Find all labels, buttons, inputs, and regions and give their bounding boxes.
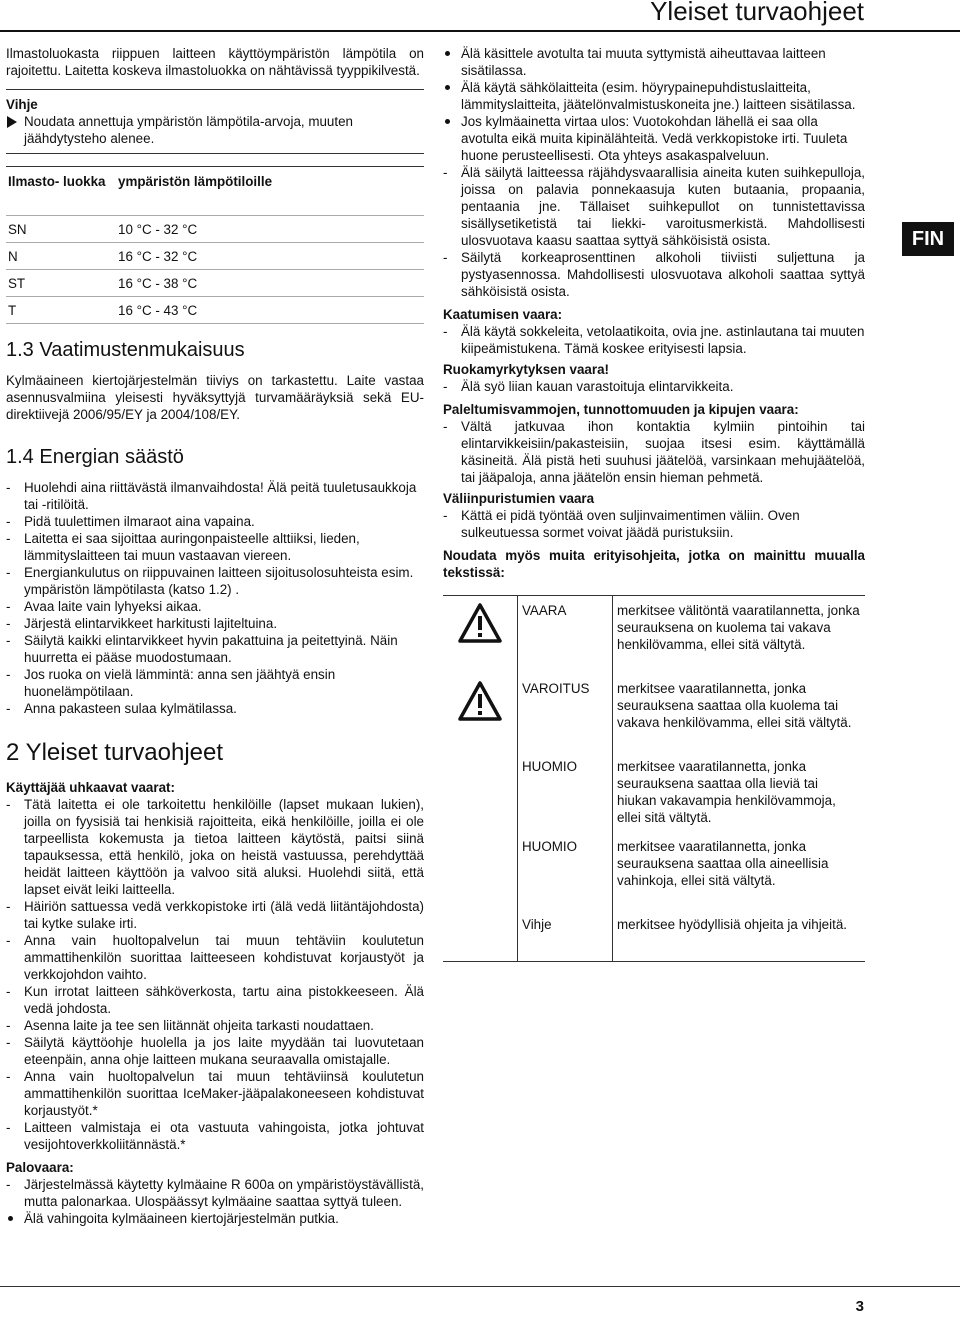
language-badge: FIN xyxy=(902,222,954,256)
signal-icon-cell xyxy=(443,596,518,674)
signal-words-table xyxy=(443,595,865,962)
climate-class-cell: SN xyxy=(6,216,116,243)
left-column xyxy=(6,45,424,1227)
signal-description: merkitsee vaaratilannetta, jonka seurauksena saattaa olla aineellisia vahinkoja, ellei sitä vältytä. xyxy=(617,838,829,888)
bullet-dot-icon xyxy=(8,1216,13,1221)
table-header-range: ympäristön lämpötiloille xyxy=(116,167,424,216)
list-item: - Anna vain huoltopalvelun tai muun tehtäviin koulutetun ammattihenkilön suorittaa laitteeseen kohdistuvat korjaustyöt ja verkkojohdon vaihto. xyxy=(6,932,424,983)
tip-bottom-rule xyxy=(6,153,424,154)
climate-class-cell: N xyxy=(6,243,116,270)
user-hazards-heading: Käyttäjää uhkaavat vaarat: xyxy=(6,780,175,795)
bullet-dot-icon xyxy=(445,85,450,90)
list-item xyxy=(6,1210,424,1227)
list-item-text: Älä käsittele avotulta tai muuta syttymistä aiheuttavaa laitteen sisätilassa. xyxy=(461,46,826,78)
signal-description: merkitsee välitöntä vaaratilannetta, jonka seurauksena on kuolema tai vakava henkilövamma, ellei sitä vältytä. xyxy=(613,596,866,674)
tip-heading: Vihje xyxy=(6,97,38,112)
list-item: - Kättä ei pidä työntää oven suljinvaimentimen väliin. Oven sulkeutuessa sormet voivat jäädä puristuksiin. xyxy=(443,507,865,541)
list-item: - Pidä tuulettimen ilmaraot aina vapaina. xyxy=(6,513,424,530)
list-item-text: Älä vahingoita kylmäaineen kiertojärjestelmän putkia. xyxy=(24,1211,339,1226)
signal-icon-cell xyxy=(443,910,518,962)
list-item: - Vältä jatkuvaa ihon kontaktia kylmiin pintoihin tai elintarvikkeisiin/pakasteisiin, suojaa itsesi esim. käyttämällä käsineitä. Älä pistä heti suuhusi jäätelöä, varsinkaan mehujäätelöä, tai jääpaloja, anna jäätelön ensin hieman pehmetä. xyxy=(443,418,865,486)
header-divider xyxy=(0,30,960,32)
table-header-class: Ilmasto- luokka xyxy=(6,167,116,216)
list-item: - Asenna laite ja tee sen liitännät ohjeita tarkasti noudattaen. xyxy=(6,1017,424,1034)
tipping-hazard-heading: Kaatumisen vaara: xyxy=(443,307,563,322)
fire-hazard-list xyxy=(6,1176,424,1210)
list-item: - Säilytä käyttöohje huolella ja jos laite myydään tai luovutetaan eteenpäin, anna ohje laitteen mukana seuraavalla omistajalle. xyxy=(6,1034,424,1068)
list-item: - Säilytä korkeaprosenttinen alkoholi tiiviisti suljettuna ja pystyasennossa. Mahdollisesti ulosvuotava alkoholi saattaa syttyä sähköisistä osista. xyxy=(443,249,865,300)
list-item-text: Jos kylmäainetta virtaa ulos: Vuotokohdan lähellä ei saa olla avotulta eikä muita kipinälähteitä. Vedä verkkopistoke irti. Tuuleta huone perusteellisesti. Ota yhteys asakaspalveluun. xyxy=(461,114,848,163)
signal-word: HUOMIO xyxy=(518,752,613,832)
list-item: - Laitetta ei saa sijoittaa auringonpaisteelle alttiiksi, lieden, lämmityslaitteen tai muun vastaavan viereen. xyxy=(6,530,424,564)
list-item: - Älä säilytä laitteessa räjähdysvaarallisia aineita kuten suihkepulloja, joissa on palavia ponnekaasuja kuten butaania, propaania, pentaania jne. Tällaiset suihkepullot on tunnistettavissa sisällysetiketistä tai liekki- varoitusmerkistä. Mahdollisesti ulosvuotava kaasu saattaa syttyä sähköisistä osista. xyxy=(443,164,865,249)
list-item: - Anna pakasteen sulaa kylmätilassa. xyxy=(6,700,424,717)
list-item: - Avaa laite vain lyhyeksi aikaa. xyxy=(6,598,424,615)
bullet-dot-icon xyxy=(445,51,450,56)
section-1-3-text: Kylmäaineen kiertojärjestelmän tiiviys on tarkastettu. Laite vastaa asennusvalmiina yleisesti hyväksyttyjä turvamääräyksiä sekä EU-direktiivejä 2006/95/EY ja 2004/108/EY. xyxy=(6,373,424,422)
list-item: - Häiriön sattuessa vedä verkkopistoke irti (älä vedä liitäntäjohdosta) tai kytke sulake irti. xyxy=(6,898,424,932)
temperature-range-cell: 16 °C - 43 °C xyxy=(116,297,424,324)
footer-divider xyxy=(0,1286,960,1287)
food-poisoning-heading: Ruokamyrkytyksen vaara! xyxy=(443,362,609,377)
signal-word: VAARA xyxy=(518,596,613,674)
signal-word: Vihje xyxy=(518,910,613,962)
tip-row xyxy=(6,113,424,147)
warning-triangle-icon xyxy=(457,680,503,722)
list-item: - Jos ruoka on vielä lämmintä: anna sen jäähtyä ensin huonelämpötilaan. xyxy=(6,666,424,700)
climate-intro-text: Ilmastoluokasta riippuen laitteen käyttöympäristön lämpötila on rajoitettu. Laitetta koskeva ilmastoluokka on nähtävissä tyyppikilvestä. xyxy=(6,46,424,78)
right-column xyxy=(443,45,865,962)
temperature-range-cell: 10 °C - 32 °C xyxy=(116,216,424,243)
list-item-text: Älä käytä sähkölaitteita (esim. höyrypainepuhdistuslaitteita, lämmityslaitteita, jäätelönvalmistuskoneita jne.) laitteen sisätilassa. xyxy=(461,80,856,112)
food-poisoning-list xyxy=(443,378,865,395)
table-row xyxy=(6,243,424,270)
section-1-4-title: 1.4 Energian säästö xyxy=(6,446,184,468)
table-row xyxy=(443,674,865,752)
signal-icon-cell xyxy=(443,832,518,910)
signal-description: merkitsee vaaratilannetta, jonka seurauksena saattaa olla lieviä tai hiukan vakavampia henkilövammoja, ellei sitä vältytä. xyxy=(617,758,836,825)
table-row xyxy=(6,270,424,297)
list-item: - Huolehdi aina riittävästä ilmanvaihdosta! Älä peitä tuuletusaukkoja tai -ritilöitä. xyxy=(6,479,424,513)
bullet-dot-icon xyxy=(445,119,450,124)
explosive-substances-list xyxy=(443,164,865,300)
frostbite-list xyxy=(443,418,865,486)
list-item xyxy=(443,79,865,113)
page-header-title: Yleiset turvaohjeet xyxy=(650,0,864,26)
signal-icon-cell xyxy=(443,752,518,832)
table-row xyxy=(443,832,865,910)
fire-precautions-list xyxy=(443,45,865,164)
tipping-hazard-list xyxy=(443,323,865,357)
user-hazards-list xyxy=(6,796,424,1153)
list-item: - Anna vain huoltopalvelun tai muun tehtäviinsä koulutetun ammattihenkilön suorittaa IceMaker-jääpalakoneeseen kohdistuvat korjaustyöt.* xyxy=(6,1068,424,1119)
page-number: 3 xyxy=(855,1298,864,1315)
fire-bullet-list xyxy=(6,1210,424,1227)
table-header-row xyxy=(6,167,424,216)
climate-class-cell: ST xyxy=(6,270,116,297)
section-1-3-title: 1.3 Vaatimustenmukaisuus xyxy=(6,339,245,361)
list-item: - Älä käytä sokkeleita, vetolaatikoita, ovia jne. astinlautana tai muuten kiipeämistukena. Tämä koskee erityisesti lapsia. xyxy=(443,323,865,357)
list-item: - Energiankulutus on riippuvainen laitteen sijoitusolosuhteista esim. ympäristön lämpötilasta (katso 1.2) . xyxy=(6,564,424,598)
warning-triangle-icon xyxy=(457,602,503,644)
pinching-list xyxy=(443,507,865,541)
table-row xyxy=(6,297,424,324)
table-row xyxy=(443,596,865,674)
table-row xyxy=(6,216,424,243)
frostbite-heading: Paleltumisvammojen, tunnottomuuden ja kipujen vaara: xyxy=(443,402,799,417)
temperature-range-cell: 16 °C - 32 °C xyxy=(116,243,424,270)
list-item: - Säilytä kaikki elintarvikkeet hyvin pakattuina ja peitettyinä. Näin huurretta ei pääse muodostumaan. xyxy=(6,632,424,666)
signal-word: HUOMIO xyxy=(518,832,613,910)
section-2-title: 2 Yleiset turvaohjeet xyxy=(6,739,224,766)
list-item: - Tätä laitetta ei ole tarkoitettu henkilöille (lapset mukaan lukien), joilla on fyysisiä tai henkisiä rajoitteita, eikä henkilöille, joilla ei ole tarpeellista kokemusta ja tietoa laitteen käytöstä, paitsi siinä tapauksessa, että henkilö, joka on heistä vastuussa, perehdyttää heidät laitteen käyttöön ja valvoo sitä aluksi. Huolehdi siitä, että lapset eivät leiki laitteella. xyxy=(6,796,424,898)
table-row xyxy=(443,752,865,832)
pinching-heading: Väliinpuristumien vaara xyxy=(443,491,595,506)
climate-class-table xyxy=(6,166,424,324)
table-row xyxy=(443,910,865,962)
special-notes-heading: Noudata myös muita erityisohjeita, jotka on mainittu muualla tekstissä: xyxy=(443,548,865,580)
list-item: - Älä syö liian kauan varastoituja elintarvikkeita. xyxy=(443,378,865,395)
tip-text: Noudata annettuja ympäristön lämpötila-arvoja, muuten jäähdytysteho alenee. xyxy=(24,114,353,146)
climate-class-cell: T xyxy=(6,297,116,324)
tip-top-rule xyxy=(6,89,424,90)
signal-description: merkitsee vaaratilannetta, jonka seurauksena saattaa olla kuolema tai vakava henkilövamma, ellei sitä vältytä. xyxy=(617,680,852,730)
signal-icon-cell xyxy=(443,674,518,752)
list-item: - Laitteen valmistaja ei ota vastuuta vahingoista, jotka johtuvat vesijohtoverkkoliitännästä.* xyxy=(6,1119,424,1153)
energy-saving-list xyxy=(6,479,424,717)
list-item: - Järjestä elintarvikkeet harkitusti lajiteltuina. xyxy=(6,615,424,632)
list-item: - Järjestelmässä käytetty kylmäaine R 600a on ympäristöystävällistä, mutta palonarkaa. Ulospäässyt kylmäaine saattaa syttyä tuleen. xyxy=(6,1176,424,1210)
list-item: - Kun irrotat laitteen sähköverkosta, tartu aina pistokkeeseen. Älä vedä johdosta. xyxy=(6,983,424,1017)
arrow-right-icon xyxy=(7,116,17,128)
temperature-range-cell: 16 °C - 38 °C xyxy=(116,270,424,297)
list-item xyxy=(443,45,865,79)
signal-word: VAROITUS xyxy=(518,674,613,752)
list-item xyxy=(443,113,865,164)
fire-hazard-heading: Palovaara: xyxy=(6,1160,74,1175)
signal-description: merkitsee hyödyllisiä ohjeita ja vihjeitä. xyxy=(613,910,866,962)
